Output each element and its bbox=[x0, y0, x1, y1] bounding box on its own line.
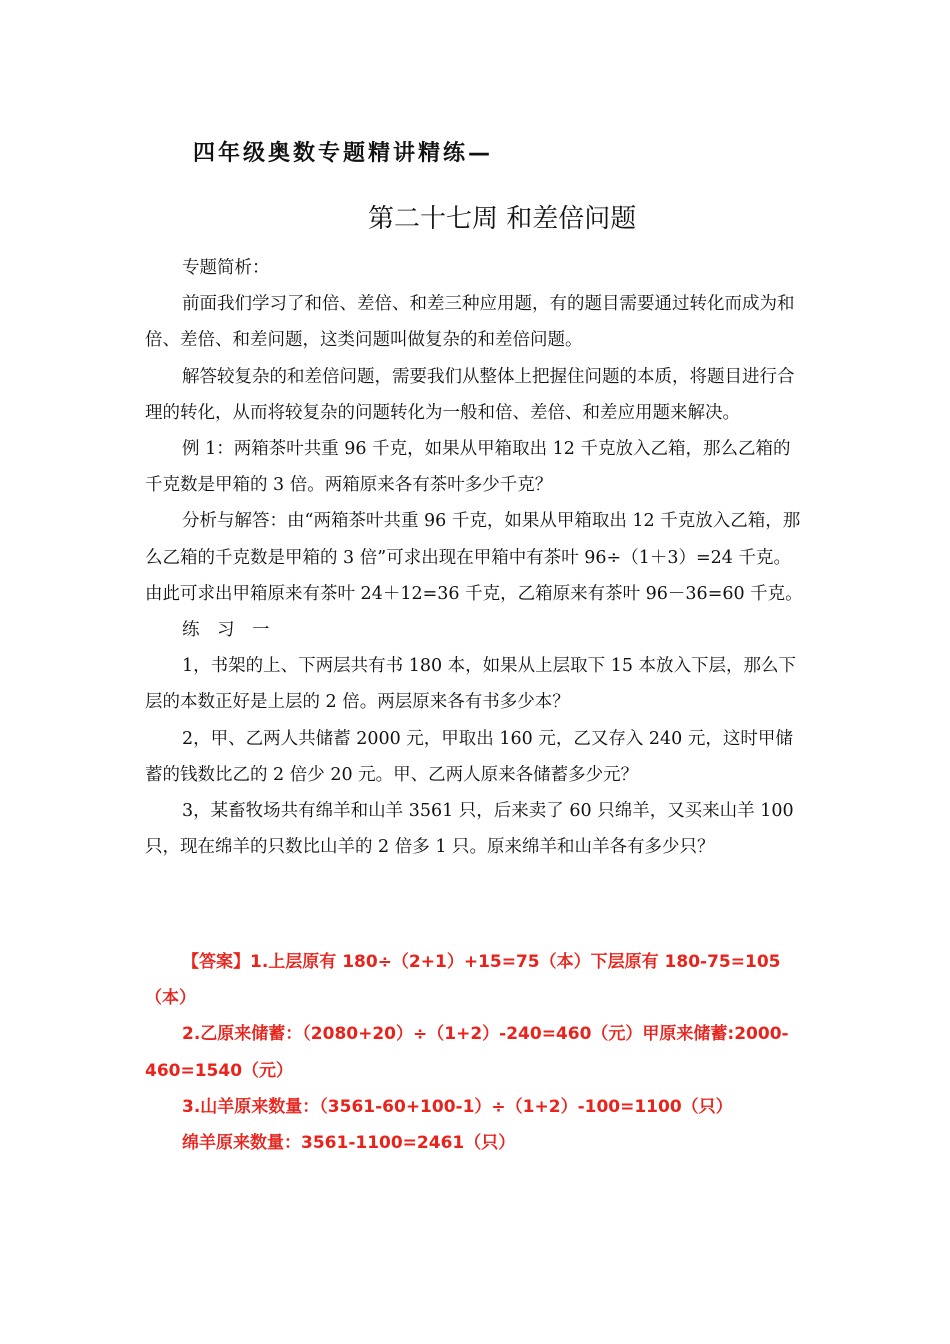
exercise-item: 1，书架的上、下两层共有书 180 本，如果从上层取下 15 本放入下层，那么下层的本数正好是上层的 2 倍。两层原来各有书多少本？ bbox=[145, 656, 797, 713]
answer-line: 绵羊原来数量：3561-1100=2461（只） bbox=[182, 1133, 516, 1154]
example-solution: 分析与解答：由“两箱茶叶共重 96 千克，如果从甲箱取出 12 千克放入乙箱，那么乙箱的千克数是甲箱的 3 倍”可求出现在甲箱中有茶叶 96÷（1＋3）=24 千克。由此可求出甲箱原来有茶叶 24＋12=36 千克，乙箱原来有茶叶 96－36=60 千克。 bbox=[145, 511, 803, 604]
example-question: 例 1：两箱茶叶共重 96 千克，如果从甲箱取出 12 千克放入乙箱，那么乙箱的千克数是甲箱的 3 倍。两箱原来各有茶叶多少千克？ bbox=[145, 439, 791, 496]
answer-line: 2.乙原来储蓄：（2080+20）÷（1+2）-240=460（元）甲原来储蓄:2000-460=1540（元） bbox=[145, 1024, 789, 1081]
exercise-heading: 练 习 一 bbox=[182, 620, 270, 641]
section-title: 第二十七周 和差倍问题 bbox=[368, 204, 637, 234]
article-body bbox=[145, 250, 805, 865]
answer-block bbox=[145, 944, 805, 1161]
intro-heading: 专题简析： bbox=[182, 258, 270, 278]
intro-paragraph: 前面我们学习了和倍、差倍、和差三种应用题，有的题目需要通过转化而成为和倍、差倍、和差问题，这类问题叫做复杂的和差倍问题。 bbox=[145, 294, 795, 351]
answer-line: 【答案】1.上层原有 180÷（2+1）+15=75（本）下层原有 180-75=105（本） bbox=[145, 952, 781, 1009]
intro-paragraph: 解答较复杂的和差倍问题，需要我们从整体上把握住问题的本质，将题目进行合理的转化，从而将较复杂的问题转化为一般和倍、差倍、和差应用题来解决。 bbox=[145, 366, 795, 423]
exercise-item: 2，甲、乙两人共储蓄 2000 元，甲取出 160 元，乙又存入 240 元，这时甲储蓄的钱数比乙的 2 倍少 20 元。甲、乙两人原来各储蓄多少元？ bbox=[145, 728, 793, 785]
series-title: 四年级奥数专题精讲精练— bbox=[193, 141, 494, 166]
exercise-item: 3，某畜牧场共有绵羊和山羊 3561 只，后来卖了 60 只绵羊，又买来山羊 100 只，现在绵羊的只数比山羊的 2 倍多 1 只。原来绵羊和山羊各有多少只？ bbox=[145, 801, 794, 858]
answer-line: 3.山羊原来数量：（3561-60+100-1）÷（1+2）-100=1100（只） bbox=[182, 1096, 733, 1117]
